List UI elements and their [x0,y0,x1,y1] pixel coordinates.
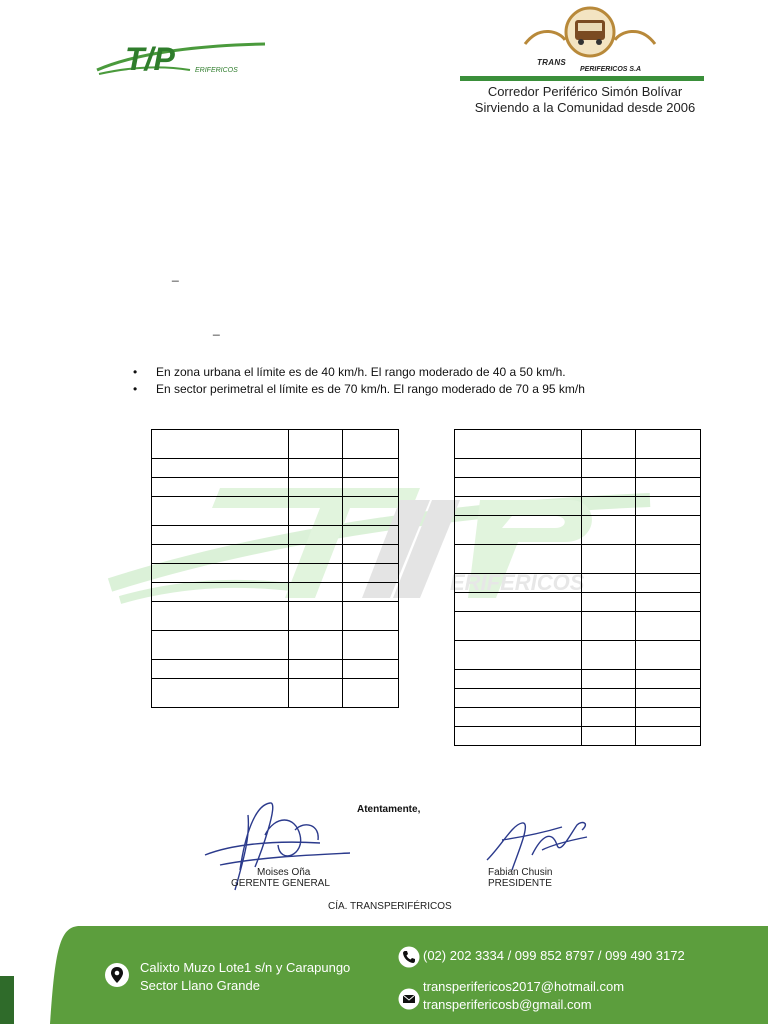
right-table-row [455,641,701,670]
left-table-cell [152,430,289,459]
left-table-cell [289,660,343,679]
speed-limit-list [133,364,585,398]
transperifericos-logo-block [460,4,710,120]
right-table-cell [455,689,582,708]
right-table-cell [455,593,582,612]
left-table-cell [289,545,343,564]
right-table-row [455,545,701,574]
right-table-cell [636,516,701,545]
left-table-cell [152,497,289,526]
header-green-rule [460,76,704,81]
right-table-cell [636,545,701,574]
left-table-cell [343,478,399,497]
left-table-cell [152,545,289,564]
right-table-cell [636,641,701,670]
left-table-row [152,497,399,526]
right-table-row [455,478,701,497]
right-table-row [455,459,701,478]
right-table-cell [455,478,582,497]
left-table-row [152,430,399,459]
signer2-name: Fabian Chusin [488,867,553,878]
left-table-cell [343,526,399,545]
right-table-cell [455,727,582,746]
address-line-2: Sector Llano Grande [140,978,260,993]
right-table-row [455,516,701,545]
left-table-cell [289,526,343,545]
phone-numbers: (02) 202 3334 / 099 852 8797 / 099 490 3172 [423,948,685,963]
left-table-cell [289,459,343,478]
left-table-cell [343,602,399,631]
address-line-1: Calixto Muzo Lote1 s/n y Carapungo [140,960,351,975]
left-table-cell [152,631,289,660]
logo-tp-text: T/P [125,41,175,77]
left-table-row [152,660,399,679]
logo-tp-subtext: ERIFERICOS [195,67,238,74]
left-table-cell [152,583,289,602]
right-table-cell [636,593,701,612]
left-table-cell [152,526,289,545]
left-table-cell [152,564,289,583]
right-table-cell [455,459,582,478]
left-table-cell [152,602,289,631]
right-table-cell [582,430,636,459]
left-table-cell [343,583,399,602]
dash-mark-2: _ [213,322,220,336]
right-table-row [455,708,701,727]
right-table-cell [582,478,636,497]
right-table-cell [455,612,582,641]
left-table-cell [289,564,343,583]
right-table-row [455,430,701,459]
email-icon [398,988,420,1010]
right-table-cell [582,497,636,516]
left-table-cell [343,679,399,708]
left-table-cell [343,564,399,583]
left-table-cell [152,478,289,497]
right-table-cell [455,516,582,545]
left-table-cell [289,583,343,602]
left-table-row [152,564,399,583]
left-table-row [152,459,399,478]
left-table-cell [343,459,399,478]
left-table-row [152,583,399,602]
right-table-cell [636,497,701,516]
signer1-name: Moises Oña [257,867,311,878]
right-table-cell [582,641,636,670]
right-table-cell [636,459,701,478]
right-table-cell [582,689,636,708]
right-table-cell [582,727,636,746]
right-table-cell [455,497,582,516]
phone-icon [398,946,420,968]
speed-table-right [454,429,701,746]
tp-logo-left [95,36,270,82]
bullet-perimeter-limit: • En sector perimetral el límite es de 70 km/h. El rango moderado de 70 a 95 km/h [133,381,585,398]
right-table-row [455,670,701,689]
location-pin-icon [104,962,130,988]
right-table-cell [636,670,701,689]
signer1-role: GERENTE GENERAL [231,878,330,889]
left-table-cell [289,679,343,708]
email-hotmail: transperifericos2017@hotmail.com [423,979,625,994]
left-table-row [152,631,399,660]
left-table-row [152,526,399,545]
right-table-cell [455,708,582,727]
left-table-cell [152,679,289,708]
tagline-corridor: Corredor Periférico Simón Bolívar [487,84,683,99]
left-table-cell [343,545,399,564]
right-table-row [455,727,701,746]
bullet-urban-limit: • En zona urbana el límite es de 40 km/h. El rango moderado de 40 a 50 km/h. [133,364,585,381]
closing-text: Atentamente, [357,804,421,815]
left-table-cell [289,602,343,631]
right-table-cell [636,430,701,459]
tagline-serving: Sirviendo a la Comunidad desde 2006 [474,100,696,115]
left-table-cell [343,430,399,459]
signature-2 [482,815,592,875]
brand-name-line1: TRANS [537,58,567,67]
speed-table-left [151,429,399,708]
dash-mark-1: _ [172,268,179,282]
right-table-cell [455,430,582,459]
left-table-cell [343,660,399,679]
company-name: CÍA. TRANSPERIFÉRICOS [328,901,452,912]
svg-text:ERIFERICOS: ERIFERICOS [450,570,585,595]
left-table-cell [343,497,399,526]
bus-emblem-icon [515,4,665,64]
email-gmail: transperifericosb@gmail.com [423,997,592,1012]
brand-name-line2: PERIFERICOS S.A [580,66,642,73]
right-table-cell [636,727,701,746]
right-table-cell [582,670,636,689]
right-table-cell [582,593,636,612]
right-table-row [455,574,701,593]
right-table-row [455,593,701,612]
right-table-row [455,612,701,641]
right-table-cell [582,708,636,727]
right-table-cell [582,612,636,641]
left-table-cell [152,459,289,478]
left-table-cell [343,631,399,660]
left-table-cell [152,660,289,679]
right-table-cell [455,574,582,593]
footer-contact-band [0,918,768,1024]
right-table-cell [636,478,701,497]
left-table-row [152,545,399,564]
right-table-cell [455,545,582,574]
right-table-cell [582,574,636,593]
right-table-cell [582,545,636,574]
right-table-cell [636,689,701,708]
left-table-cell [289,478,343,497]
left-table-cell [289,497,343,526]
right-table-cell [636,574,701,593]
signer2-role: PRESIDENTE [488,878,552,889]
right-table-cell [582,459,636,478]
left-table-row [152,478,399,497]
right-table-cell [636,708,701,727]
right-table-cell [455,641,582,670]
right-table-row [455,689,701,708]
left-table-cell [289,430,343,459]
left-table-row [152,679,399,708]
left-table-row [152,602,399,631]
signature-block [200,795,600,915]
right-table-cell [636,612,701,641]
left-table-cell [289,631,343,660]
right-table-row [455,497,701,516]
right-table-cell [582,516,636,545]
right-table-cell [455,670,582,689]
